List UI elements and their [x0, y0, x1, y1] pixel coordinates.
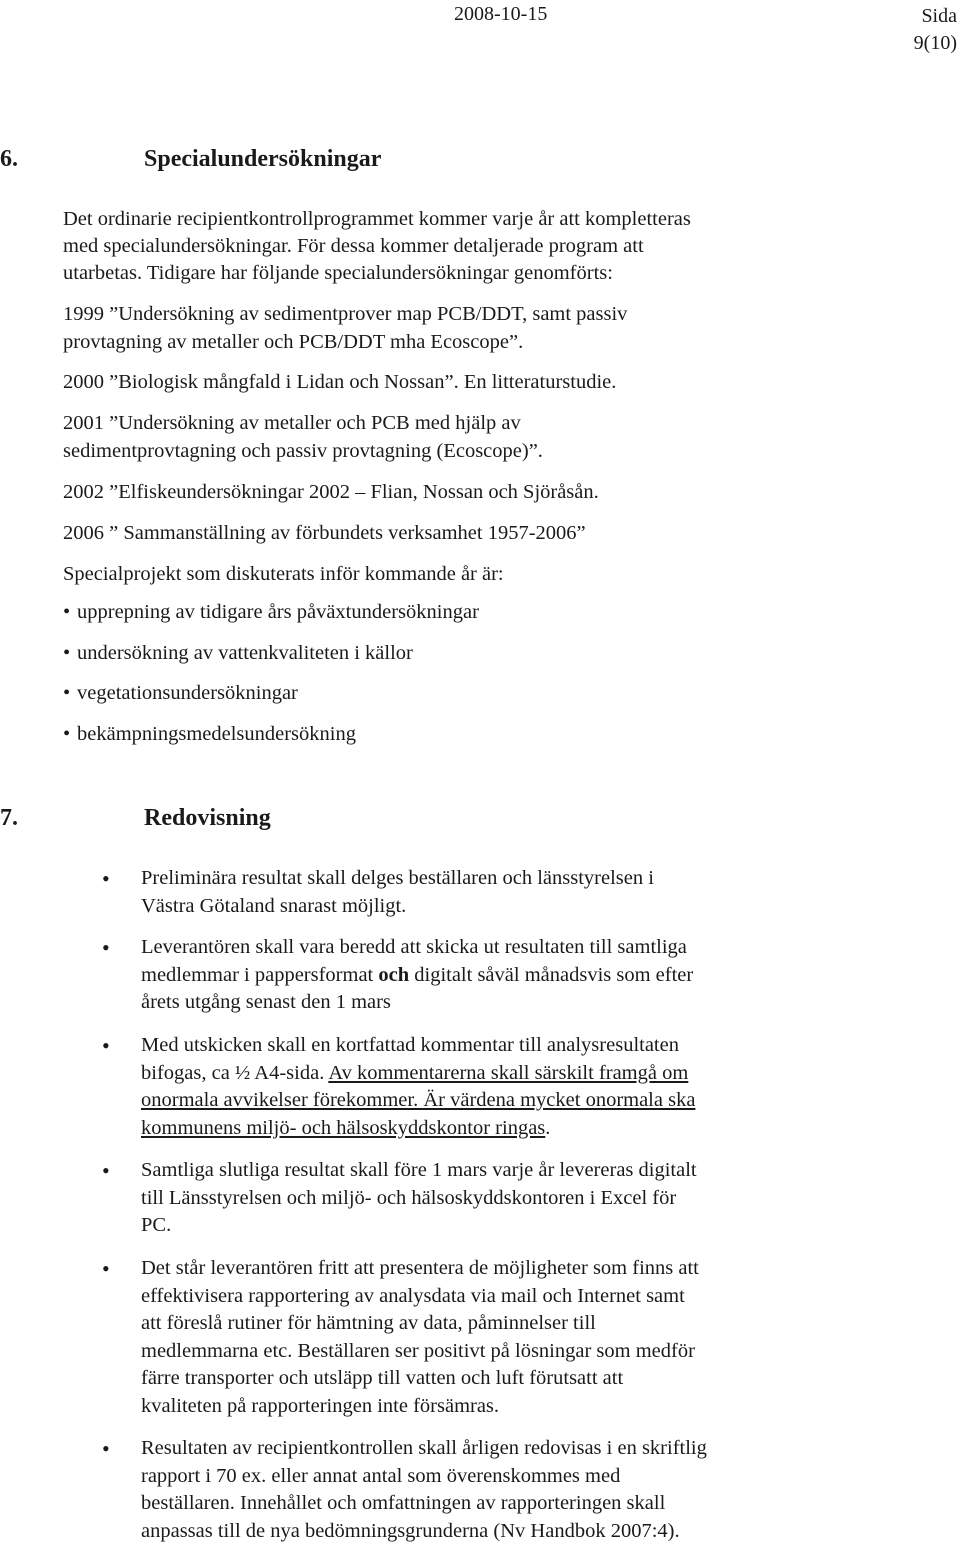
- study-2002: 2002 ”Elfiskeundersökningar 2002 – Flian, Nossan och Sjöråsån.: [63, 481, 599, 503]
- text-line: effektivisera rapportering av analysdata via mail och Internet samt: [141, 1284, 685, 1307]
- bold-text: och: [378, 963, 410, 986]
- study-2000: 2000 ”Biologisk mångfald i Lidan och Nossan”. En litteraturstudie.: [63, 371, 617, 393]
- bullet-icon: •: [102, 1256, 110, 1281]
- underlined-text: kommunens miljö- och hälsoskyddskontor ringas: [141, 1116, 546, 1139]
- study-2006: 2006 ” Sammanställning av förbundets verksamhet 1957-2006”: [63, 522, 586, 544]
- text-span: .: [545, 1116, 551, 1139]
- text-span: medlemmar i pappersformat: [141, 963, 379, 986]
- study-2001-line: sedimentprovtagning och passiv provtagning (Ecoscope)”.: [63, 440, 543, 462]
- text-line: medlemmarna etc. Beställaren ser positivt på lösningar som medför: [141, 1339, 695, 1362]
- list-item-text: [141, 1032, 821, 1142]
- list-item: [63, 601, 479, 624]
- list-item-text: [141, 934, 821, 1017]
- bullet-icon: •: [63, 682, 71, 704]
- section-title: Specialundersökningar: [144, 146, 382, 172]
- text-line: Resultaten av recipientkontrollen skall årligen redovisas i en skriftlig: [141, 1437, 707, 1459]
- intro-line: med specialundersökningar. För dessa kommer detaljerade program att: [63, 235, 644, 257]
- list-item-text: upprepning av tidigare års påväxtundersökningar: [77, 601, 479, 623]
- bullet-icon: •: [102, 866, 110, 891]
- intro-line: utarbetas. Tidigare har följande specialundersökningar genomförts:: [63, 262, 613, 284]
- text-line: till Länsstyrelsen och miljö- och hälsoskyddskontoren i Excel för: [141, 1186, 677, 1209]
- page-label: Sida: [921, 5, 957, 27]
- bullet-icon: •: [102, 1033, 110, 1058]
- text-line: Leverantören skall vara beredd att skicka ut resultaten till samtliga: [141, 936, 687, 958]
- text-line: [141, 1115, 821, 1143]
- section-number: 7.: [0, 805, 18, 831]
- text-line: kvaliteten på rapporteringen inte försämras.: [141, 1394, 500, 1417]
- text-line: Det står leverantören fritt att presentera de möjligheter som finns att: [141, 1257, 699, 1279]
- section-7-heading: [0, 805, 960, 835]
- page-number: [905, 3, 957, 57]
- special-projects-intro: Specialprojekt som diskuterats inför kommande år är:: [63, 563, 504, 585]
- bullet-icon: •: [63, 723, 71, 745]
- text-line: PC.: [141, 1214, 172, 1236]
- bullet-icon: •: [102, 1158, 110, 1183]
- text-span: digitalt såväl månadsvis som efter: [409, 963, 694, 986]
- list-item: [63, 682, 298, 705]
- underlined-text: onormala avvikelser förekommer. Är värdena mycket onormala ska: [141, 1089, 696, 1111]
- text-line: färre transporter och utsläpp till vatten och luft förutsatt att: [141, 1367, 624, 1389]
- study-1999-line: 1999 ”Undersökning av sedimentprover map PCB/DDT, samt passiv: [63, 303, 628, 325]
- list-item-text: [141, 865, 821, 920]
- study-2001-line: 2001 ”Undersökning av metaller och PCB med hjälp av: [63, 412, 521, 434]
- document-date: 2008-10-15: [454, 3, 548, 25]
- text-line: [141, 962, 821, 990]
- bullet-icon: •: [102, 935, 110, 960]
- list-item-text: [141, 1255, 821, 1420]
- text-line: rapport i 70 ex. eller annat antal som överenskommes med: [141, 1464, 621, 1487]
- study-1999-line: provtagning av metaller och PCB/DDT mha Ecoscope”.: [63, 331, 524, 353]
- section-title: Redovisning: [144, 805, 271, 831]
- text-span: bifogas, ca ½ A4-sida.: [141, 1061, 329, 1084]
- list-item-text: undersökning av vattenkvaliteten i källor: [77, 642, 413, 664]
- list-item-text: vegetationsundersökningar: [77, 682, 298, 704]
- section-6-heading: [0, 146, 960, 176]
- text-line: Samtliga slutliga resultat skall före 1 mars varje år levereras digitalt: [141, 1159, 697, 1181]
- section-number: 6.: [0, 146, 18, 172]
- bullet-icon: •: [63, 601, 71, 623]
- text-line: [141, 1060, 821, 1088]
- intro-line: Det ordinarie recipientkontrollprogrammet kommer varje år att kompletteras: [63, 208, 691, 230]
- text-line: Preliminära resultat skall delges beställaren och länsstyrelsen i: [141, 867, 654, 889]
- text-line: Med utskicken skall en kortfattad kommentar till analysresultaten: [141, 1034, 679, 1056]
- list-item-text: [141, 1435, 821, 1545]
- list-item: [63, 642, 413, 665]
- bullet-icon: •: [63, 642, 71, 664]
- text-line: att föreslå rutiner för hämtning av data, påminnelser till: [141, 1312, 596, 1334]
- list-item-text: [141, 1157, 821, 1240]
- list-item-text: bekämpningsmedelsundersökning: [77, 723, 356, 745]
- bullet-icon: •: [102, 1436, 110, 1461]
- text-line: Västra Götaland snarast möjligt.: [141, 894, 407, 917]
- text-line: årets utgång senast den 1 mars: [141, 991, 391, 1013]
- list-item: [63, 723, 356, 746]
- text-line: anpassas till de nya bedömningsgrunderna (Nv Handbok 2007:4).: [141, 1519, 680, 1542]
- page-count: 9(10): [913, 32, 957, 54]
- underlined-text: Av kommentarerna skall särskilt framgå om: [328, 1061, 689, 1084]
- text-line: beställaren. Innehållet och omfattningen av rapporteringen skall: [141, 1492, 666, 1514]
